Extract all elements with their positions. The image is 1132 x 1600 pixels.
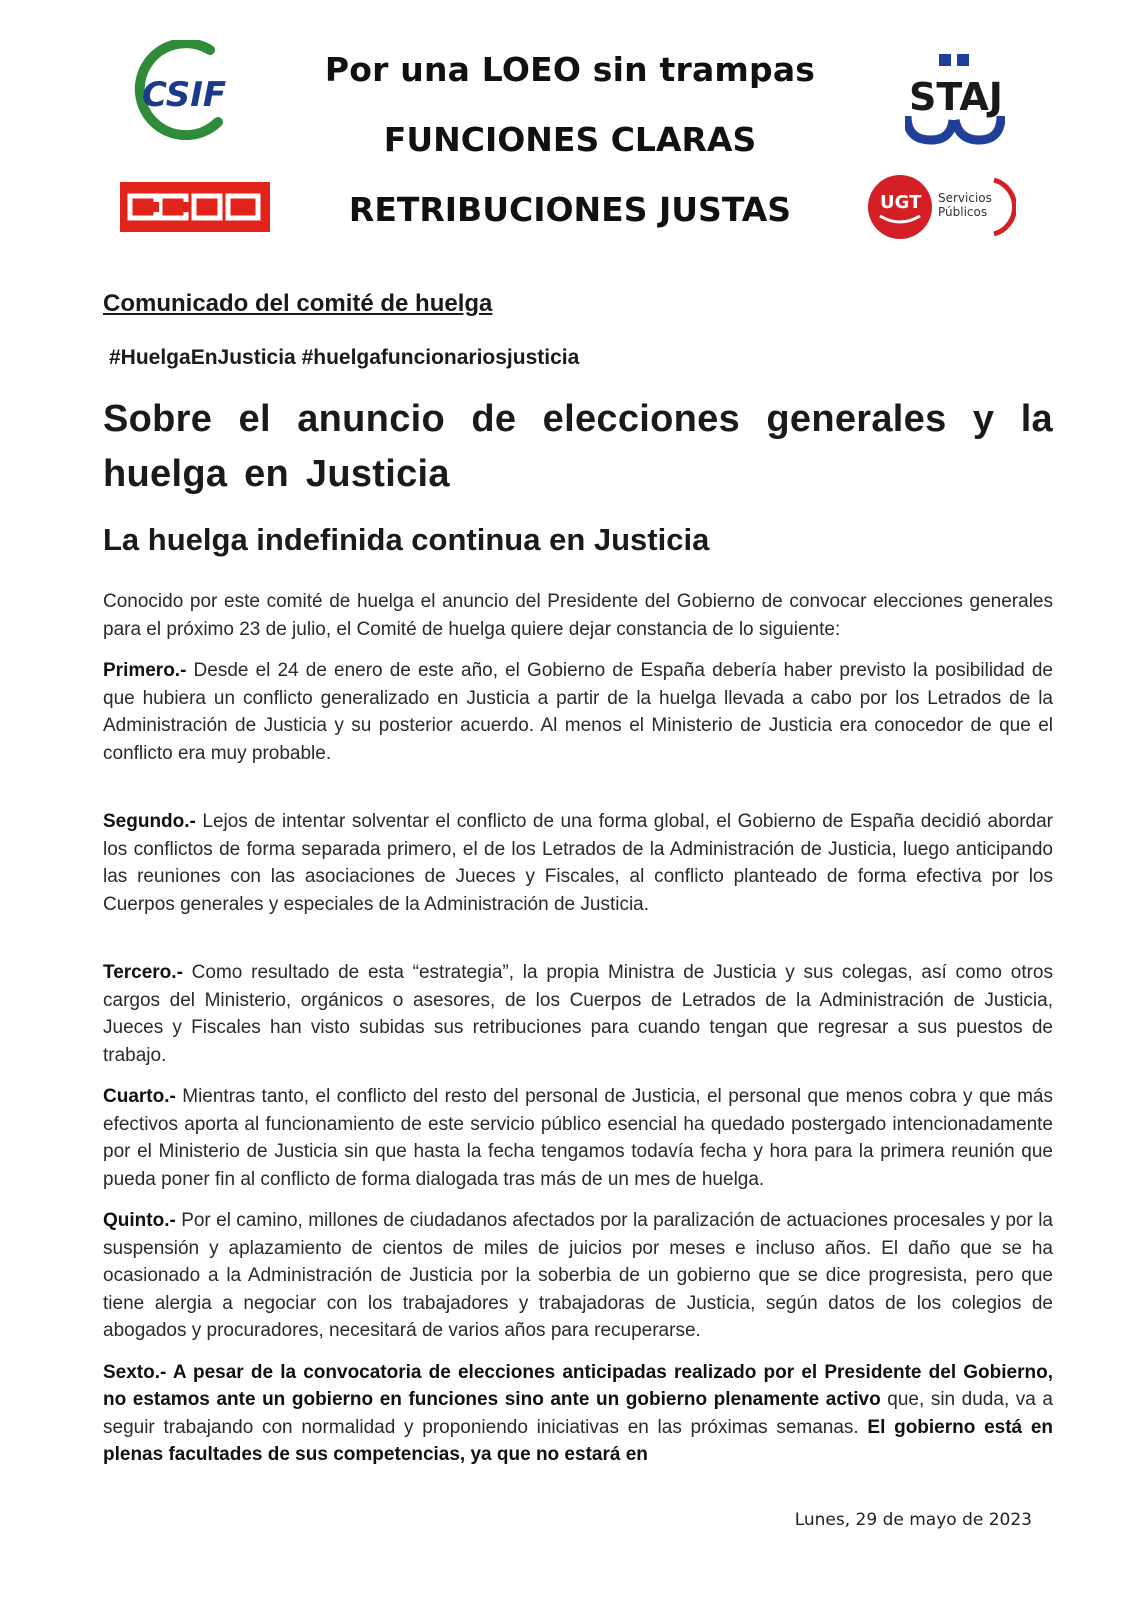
point-tercero bbox=[103, 959, 1053, 1069]
headline: Sobre el anuncio de elecciones generales y la huelga en Justicia bbox=[103, 398, 1053, 495]
csif-logo-icon bbox=[118, 40, 238, 140]
staj-logo-icon bbox=[905, 50, 1005, 145]
staj-logo bbox=[905, 50, 1005, 145]
csif-logo bbox=[118, 40, 238, 140]
sexto-bold-1: A pesar de la convocatoria de elecciones anticipadas realizado por el Presidente del Gobierno, no estamos ante un gobierno en funciones sino ante un gobierno plenamente activo bbox=[103, 1361, 1053, 1410]
csif-logo-text: CSIF bbox=[142, 75, 227, 115]
slogan-line-3: RETRIBUCIONES JUSTAS bbox=[348, 190, 792, 229]
ccoo-logo-icon bbox=[120, 182, 270, 232]
ccoo-logo bbox=[120, 182, 270, 232]
intro-paragraph: Conocido por este comité de huelga el anuncio del Presidente del Gobierno de convocar elecciones generales para el próximo 23 de julio, el Comité de huelga quiere dejar constancia de lo siguiente: bbox=[103, 591, 1053, 640]
ugt-subtitle-2: Públicos bbox=[938, 205, 988, 219]
slogan-line-1: Por una LOEO sin trampas bbox=[324, 50, 816, 89]
point-text: Como resultado de esta “estrategia”, la propia Ministra de Justicia y sus colegas, así como otros cargos del Ministerio, orgánicos o asesores, de los Cuerpos de Letrados de la Administración de Justicia, Jueces y Fiscales han visto subidas sus retribuciones para cuando tengan que regresar a sus puestos de trabajo. bbox=[103, 962, 1053, 1066]
ugt-logo-text: UGT bbox=[880, 192, 922, 213]
point-text: Mientras tanto, el conflicto del resto del personal de Justicia, el personal que menos cobra y que más efectivos aporta al funcionamiento de este servicio público esencial ha quedado postergado intencionadamente por el Ministerio de Justicia sin que hasta la fecha tengamos todavía fecha y hora para la primera reunión que pueda poner fin al conflicto de forma dialogada tras más de un mes de huelga. bbox=[103, 1086, 1053, 1190]
ugt-logo-icon bbox=[866, 172, 1016, 242]
point-lead: Segundo.- bbox=[103, 811, 196, 832]
point-lead: Cuarto.- bbox=[103, 1086, 176, 1107]
ugt-subtitle-1: Servicios bbox=[938, 191, 992, 205]
slogan-line-2: FUNCIONES CLARAS bbox=[383, 120, 757, 159]
point-primero bbox=[103, 657, 1053, 767]
hashtags: #HuelgaEnJusticia #huelgafuncionariosjusticia bbox=[109, 346, 580, 369]
point-text: Lejos de intentar solventar el conflicto de una forma global, el Gobierno de España decidió abordar los conflictos de forma separada primero, el de los Letrados de la Administración de Justicia, luego anticipando las reuniones con las asociaciones de Jueces y Fiscales, al conflicto planteado de forma efectiva por los Cuerpos generales y especiales de la Administración de Justicia. bbox=[103, 811, 1053, 915]
header bbox=[0, 0, 1132, 260]
point-quinto bbox=[103, 1207, 1053, 1345]
point-lead: Tercero.- bbox=[103, 962, 183, 983]
point-sexto bbox=[103, 1359, 1053, 1469]
staj-logo-text: STAJ bbox=[909, 75, 1003, 119]
point-cuarto bbox=[103, 1083, 1053, 1193]
point-segundo bbox=[103, 808, 1053, 918]
sexto-normal: que, sin duda, va a seguir trabajando con normalidad y proponiendo iniciativas en las próximas semanas. bbox=[103, 1389, 1053, 1438]
document-date: Lunes, 29 de mayo de 2023 bbox=[794, 1510, 1032, 1530]
point-lead: Primero.- bbox=[103, 660, 187, 681]
point-lead: Quinto.- bbox=[103, 1210, 176, 1231]
point-text: Desde el 24 de enero de este año, el Gobierno de España debería haber previsto la posibilidad de que hubiera un conflicto generalizado en Justicia a partir de la huelga llevada a cabo por los Letrados de la Administración de Justicia y su posterior acuerdo. Al menos el Ministerio de Justicia era conocedor de que el conflicto era muy probable. bbox=[103, 660, 1053, 764]
document-body bbox=[103, 290, 1053, 1469]
sexto-bold-2: El gobierno está en plenas facultades de sus competencias, ya que no estará en bbox=[103, 1416, 1053, 1465]
point-text: Por el camino, millones de ciudadanos afectados por la paralización de actuaciones procesales y por la suspensión y aplazamiento de cientos de miles de juicios por meses e incluso años. El daño que se ha ocasionado a la Administración de Justicia por la soberbia de un gobierno que se dice progresista, pero que tiene alergia a negociar con los trabajadores y trabajadoras de Justicia, según datos de los colegios de abogados y procuradores, necesitará de varios años para recuperarse. bbox=[103, 1210, 1053, 1341]
point-lead: Sexto.- bbox=[103, 1361, 167, 1383]
subheadline: La huelga indefinida continua en Justicia bbox=[103, 522, 710, 557]
ugt-logo bbox=[866, 172, 1016, 242]
comunicado-heading: Comunicado del comité de huelga bbox=[103, 290, 493, 317]
